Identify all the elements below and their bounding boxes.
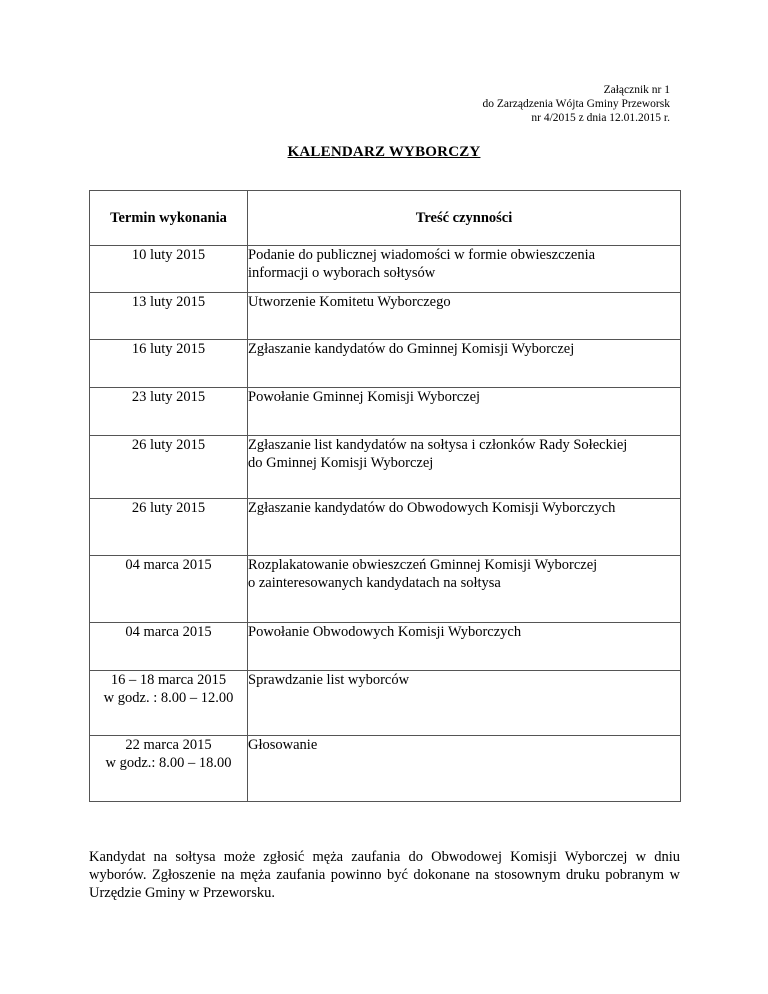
date-cell <box>90 293 248 340</box>
header-term: Termin wykonania <box>90 191 248 246</box>
action-line: do Gminnej Komisji Wyborczej <box>248 455 434 471</box>
date-cell <box>90 671 248 736</box>
date-cell <box>90 436 248 499</box>
action-line: informacji o wyborach sołtysów <box>248 265 436 281</box>
table-row <box>90 388 681 436</box>
election-calendar-table <box>89 190 681 802</box>
date-line: 26 luty 2015 <box>131 500 206 516</box>
date-line: 16 – 18 marca 2015 <box>110 672 227 688</box>
date-cell <box>90 388 248 436</box>
action-cell <box>248 388 681 436</box>
date-cell <box>90 556 248 623</box>
date-line: 22 marca 2015 <box>125 737 212 753</box>
table-row <box>90 340 681 388</box>
document-title: KALENDARZ WYBORCZY <box>287 144 481 160</box>
action-line: Rozplakatowanie obwieszczeń Gminnej Komisji Wyborczej <box>248 557 598 573</box>
annex-header <box>340 83 670 125</box>
date-cell <box>90 499 248 556</box>
action-line: Głosowanie <box>248 737 318 753</box>
action-line: Podanie do publicznej wiadomości w formie obwieszczenia <box>248 247 596 263</box>
date-line: 04 marca 2015 <box>125 624 212 640</box>
table-header-row <box>90 191 681 246</box>
action-cell <box>248 293 681 340</box>
date-line: 10 luty 2015 <box>131 247 206 263</box>
action-line: Zgłaszanie list kandydatów na sołtysa i członków Rady Sołeckiej <box>248 437 628 453</box>
date-line: 04 marca 2015 <box>125 557 212 573</box>
date-line: 16 luty 2015 <box>131 341 206 357</box>
action-cell <box>248 246 681 293</box>
date-cell <box>90 246 248 293</box>
action-cell <box>248 436 681 499</box>
action-cell <box>248 556 681 623</box>
footer-note: Kandydat na sołtysa może zgłosić męża zaufania do Obwodowej Komisji Wyborczej w dniu wyborów. Zgłoszenie na męża zaufania powinno być dokonane na stosownym druku pobranym w Urzędzie Gminy w Przeworsku. <box>89 849 680 901</box>
action-line: Powołanie Gminnej Komisji Wyborczej <box>248 389 481 405</box>
action-cell <box>248 623 681 671</box>
action-cell <box>248 736 681 802</box>
table-row <box>90 499 681 556</box>
action-line: Powołanie Obwodowych Komisji Wyborczych <box>248 624 522 640</box>
action-line: Zgłaszanie kandydatów do Gminnej Komisji Wyborczej <box>248 341 575 357</box>
action-line: Sprawdzanie list wyborców <box>248 672 410 688</box>
table-row <box>90 436 681 499</box>
table-row <box>90 293 681 340</box>
annex-line-2: do Zarządzenia Wójta Gminy Przeworsk <box>482 98 670 110</box>
date-line: w godz.: 8.00 – 18.00 <box>105 755 232 771</box>
table-row <box>90 623 681 671</box>
action-cell <box>248 499 681 556</box>
date-cell <box>90 340 248 388</box>
table-row <box>90 671 681 736</box>
annex-line-1: Załącznik nr 1 <box>603 84 670 96</box>
action-cell <box>248 671 681 736</box>
date-line: 26 luty 2015 <box>131 437 206 453</box>
date-line: 23 luty 2015 <box>131 389 206 405</box>
header-content: Treść czynności <box>248 191 681 246</box>
date-line: 13 luty 2015 <box>131 294 206 310</box>
annex-line-3: nr 4/2015 z dnia 12.01.2015 r. <box>531 112 670 124</box>
table-row <box>90 736 681 802</box>
date-line: w godz. : 8.00 – 12.00 <box>103 690 234 706</box>
action-line: Zgłaszanie kandydatów do Obwodowych Komisji Wyborczych <box>248 500 616 516</box>
date-cell <box>90 623 248 671</box>
date-cell <box>90 736 248 802</box>
table-row <box>90 246 681 293</box>
table-row <box>90 556 681 623</box>
action-line: o zainteresowanych kandydatach na sołtysa <box>248 575 501 591</box>
action-line: Utworzenie Komitetu Wyborczego <box>248 294 451 310</box>
action-cell <box>248 340 681 388</box>
